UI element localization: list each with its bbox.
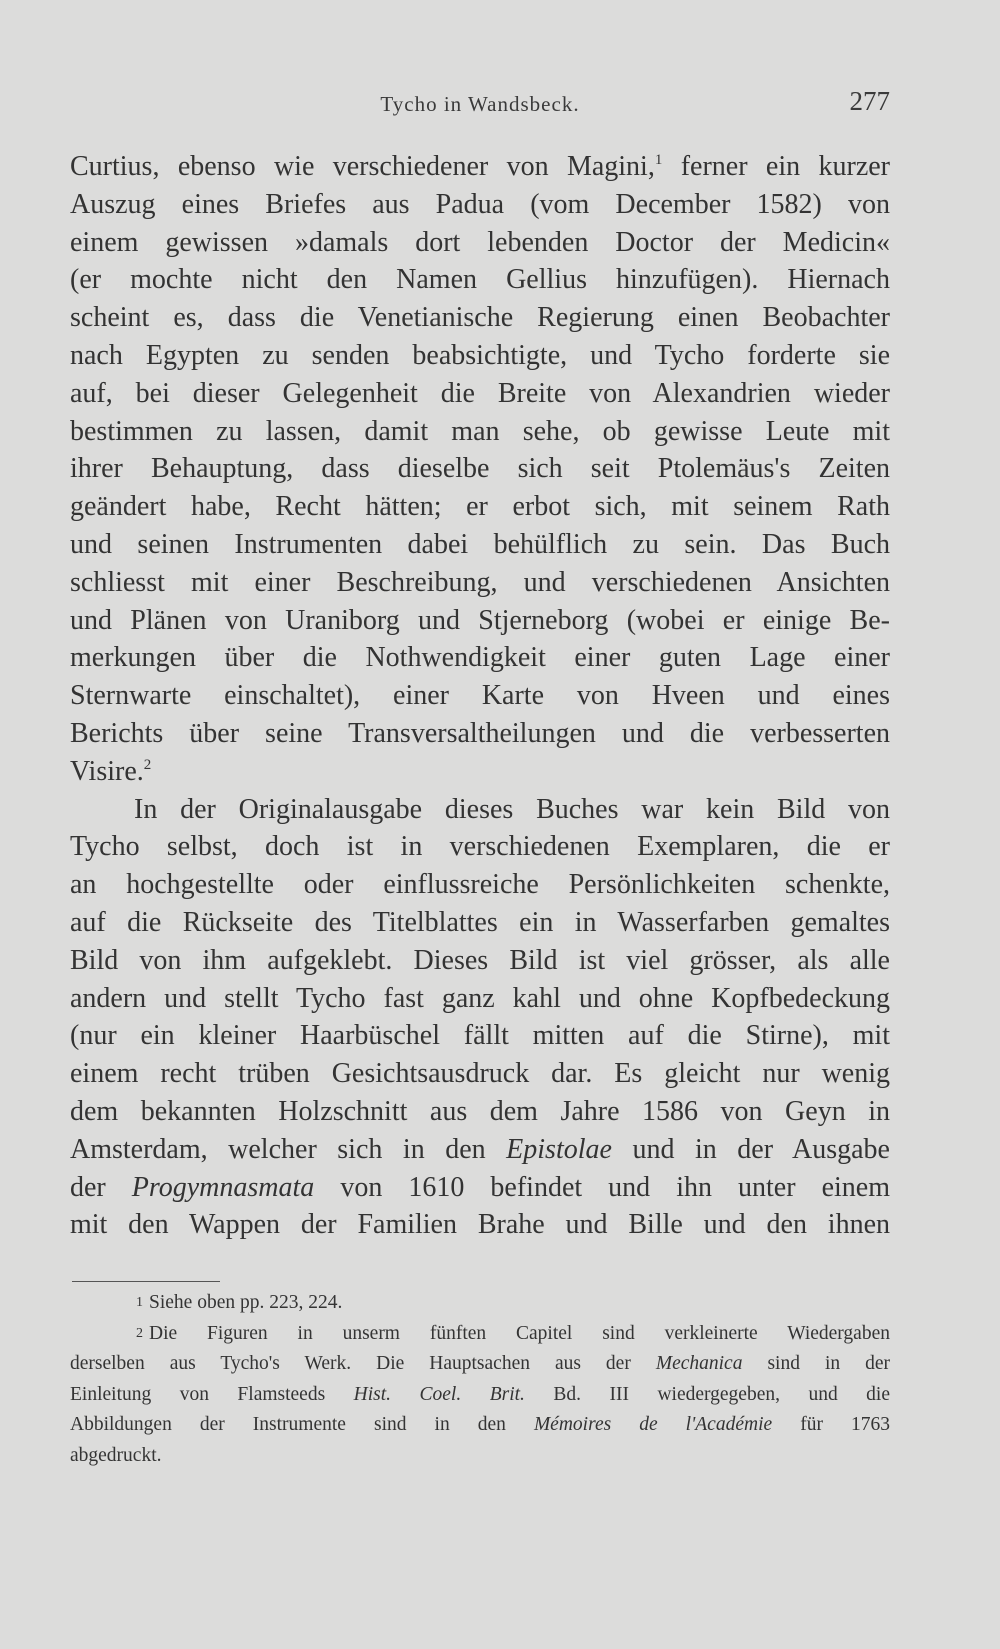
text-line: und seinen Instrumenten dabei behülflich zu sein. Das Buch	[70, 528, 890, 560]
footnote-1: 1 Siehe oben pp. 223, 224.	[136, 1292, 343, 1313]
text-line: (nur ein kleiner Haarbüschel fällt mitten auf die Stirne), mit	[70, 1020, 890, 1052]
body-text	[70, 148, 890, 1244]
footnote-line: derselben aus Tycho's Werk. Die Hauptsachen aus der Mechanica sind in der	[70, 1353, 890, 1374]
italic-title: Progymnasmata	[131, 1171, 315, 1203]
running-title: Tycho in Wandsbeck.	[380, 92, 580, 116]
text-line: (er mochte nicht den Namen Gellius hinzufügen). Hiernach	[70, 264, 890, 296]
footnote-line: Abbildungen der Instrumente sind in den Mémoires de l'Académie für 1763	[70, 1414, 890, 1435]
footnote-ref[interactable]: 1	[654, 152, 663, 168]
text-line: ihrer Behauptung, dass dieselbe sich seit Ptolemäus's Zeiten	[70, 453, 890, 485]
text-line: scheint es, dass die Venetianische Regierung einen Beobachter	[70, 302, 890, 334]
footnote-divider	[72, 1281, 220, 1282]
text-line: Bild von ihm aufgeklebt. Dieses Bild ist viel grösser, als alle	[70, 944, 890, 976]
text-line: In der Originalausgabe dieses Buches war kein Bild von	[134, 793, 890, 825]
text-line: Sternwarte einschaltet), einer Karte von Hveen und eines	[70, 680, 890, 712]
text-line: Curtius, ebenso wie verschiedener von Magini,$^1$ ferner ein kurzer	[70, 151, 890, 182]
footnote-line: abgedruckt.	[70, 1444, 162, 1466]
text-line: auf, bei dieser Gelegenheit die Breite von Alexandrien wieder	[70, 377, 890, 409]
text-line: andern und stellt Tycho fast ganz kahl und ohne Kopfbedeckung	[70, 982, 890, 1014]
text-line: Berichts über seine Transversaltheilungen und die verbesserten	[70, 717, 890, 749]
text-line: geändert habe, Recht hätten; er erbot sich, mit seinem Rath	[70, 491, 890, 523]
italic-title: Epistolae	[506, 1133, 612, 1165]
text-line: Amsterdam, welcher sich in den Epistolae und in der Ausgabe	[70, 1133, 890, 1165]
text-line: der Progymnasmata von 1610 befindet und ihn unter einem	[70, 1171, 890, 1203]
text-line: Auszug eines Briefes aus Padua (vom December 1582) von	[70, 188, 890, 220]
text-line: merkungen über die Nothwendigkeit einer guten Lage einer	[70, 642, 890, 674]
text-line: einem gewissen »damals dort lebenden Doctor der Medicin«	[70, 226, 890, 258]
text-line: an hochgestellte oder einflussreiche Persönlichkeiten schenkte,	[70, 869, 890, 901]
text-line: schliesst mit einer Beschreibung, und verschiedenen Ansichten	[70, 566, 890, 598]
text-line: bestimmen zu lassen, damit man sehe, ob gewisse Leute mit	[70, 415, 890, 447]
footnotes	[70, 1288, 890, 1471]
footnote-ref[interactable]: 2	[143, 756, 152, 773]
footnote-line: Einleitung von Flamsteeds Hist. Coel. Brit. Bd. III wiedergegeben, und die	[70, 1383, 890, 1405]
text-line: dem bekannten Holzschnitt aus dem Jahre 1586 von Geyn in	[70, 1095, 890, 1127]
text-line: Visire.$^2$	[70, 755, 152, 787]
text-line: Tycho selbst, doch ist in verschiedenen Exemplaren, die er	[70, 831, 890, 863]
footnote-2: 2 Die Figuren in unserm fünften Capitel sind verkleinerte Wiedergaben	[136, 1322, 890, 1344]
text-line: mit den Wappen der Familien Brahe und Bille und den ihnen	[70, 1209, 890, 1241]
text-line: einem recht trüben Gesichtsausdruck dar. Es gleicht nur wenig	[70, 1058, 890, 1090]
text-line: auf die Rückseite des Titelblattes ein in Wasserfarben gemaltes	[70, 906, 890, 938]
running-head	[70, 84, 890, 124]
text-line: und Plänen von Uraniborg und Stjerneborg (wobei er einige Be-	[70, 604, 890, 636]
text-line: nach Egypten zu senden beabsichtigte, und Tycho forderte sie	[70, 339, 890, 371]
page-number: 277	[849, 86, 890, 116]
